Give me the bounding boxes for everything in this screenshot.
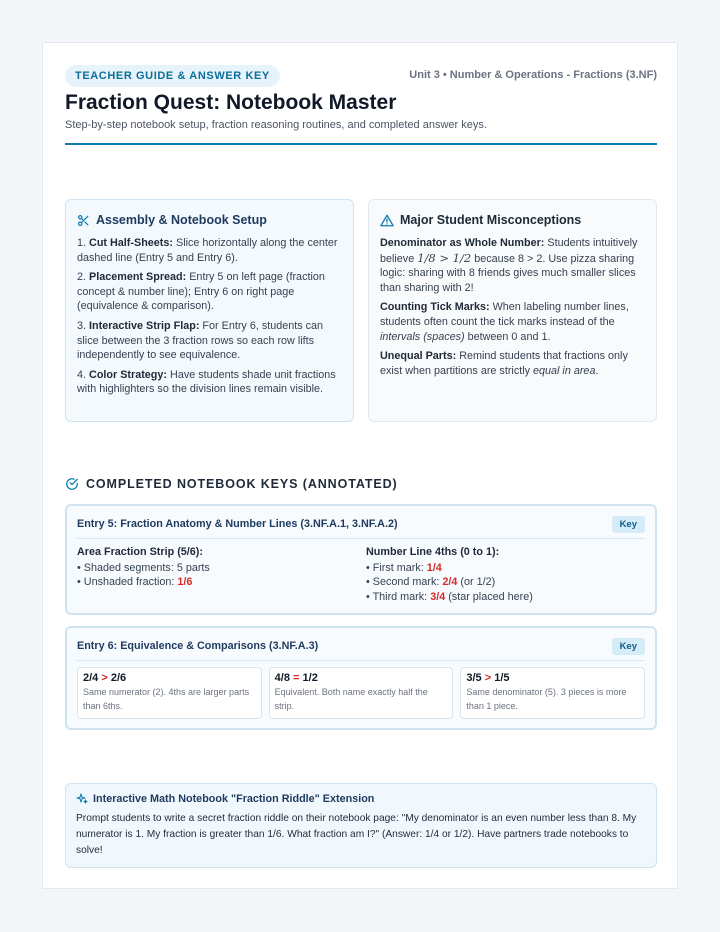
comparison-box bbox=[269, 667, 454, 719]
extension-text: Prompt students to write a secret fraction riddle on their notebook page: "My denominator is an even number less than 8. My numerator is 1. My fraction is greater than 1/6. What fraction am I?" (Answer: 1/4 or 1/2). Have partners trade notebooks to solve! bbox=[76, 813, 637, 856]
guide-badge: TEACHER GUIDE & ANSWER KEY bbox=[65, 65, 280, 87]
header-row bbox=[65, 65, 657, 87]
misconceptions-card-title: Major Student Misconceptions bbox=[400, 213, 582, 227]
setup-card-header bbox=[77, 212, 267, 228]
keys-section-header bbox=[65, 476, 398, 492]
comparison-expression: 3/5 > 1/5 bbox=[466, 672, 510, 684]
setup-card-title: Assembly & Notebook Setup bbox=[96, 213, 267, 227]
extension-callout bbox=[65, 783, 657, 868]
extension-title: Interactive Math Notebook "Fraction Riddle" Extension bbox=[93, 793, 375, 805]
entry5-divider bbox=[77, 538, 645, 539]
scissors-icon bbox=[77, 214, 90, 227]
entry6-key-card bbox=[65, 626, 657, 730]
setup-steps bbox=[77, 236, 345, 402]
setup-card bbox=[65, 199, 354, 422]
list-item: • Third mark: 3/4 (star placed here) bbox=[366, 590, 533, 603]
worksheet-page bbox=[42, 42, 678, 889]
setup-step: 4. Color Strategy: Have students shade unit fractions with highlighters so the division lines remain visible. bbox=[77, 368, 336, 396]
unit-label: Unit 3 • Number & Operations - Fractions (3.NF) bbox=[409, 69, 657, 81]
warning-icon bbox=[380, 214, 394, 227]
number-line-title: Number Line 4ths (0 to 1): bbox=[366, 546, 500, 558]
list-item: • Unshaded fraction: 1/6 bbox=[77, 576, 193, 588]
page-subtitle: Step-by-step notebook setup, fraction reasoning routines, and completed answer keys. bbox=[65, 119, 487, 131]
sparkle-icon bbox=[76, 793, 88, 805]
area-strip-title: Area Fraction Strip (5/6): bbox=[77, 546, 203, 558]
misconception-item: Unequal Parts: Remind students that fractions only exist when partitions are strictly equal in area. bbox=[380, 350, 628, 377]
list-item: • First mark: 1/4 bbox=[366, 561, 442, 574]
entry5-key-badge: Key bbox=[612, 516, 645, 533]
list-item: • Second mark: 2/4 (or 1/2) bbox=[366, 576, 496, 588]
number-line-answers bbox=[366, 545, 646, 604]
inequality-math: 1/8 > 1/2 bbox=[417, 250, 472, 265]
extension-header bbox=[76, 793, 374, 805]
comparison-expression: 2/4 > 2/6 bbox=[83, 672, 127, 684]
comparison-note: Equivalent. Both name exactly half the strip. bbox=[274, 687, 428, 711]
list-item: • Shaded segments: 5 parts bbox=[77, 561, 210, 574]
area-strip-answers bbox=[77, 545, 357, 590]
entry6-title: Entry 6: Equivalence & Comparisons (3.NF.A.3) bbox=[77, 640, 319, 652]
comparison-row bbox=[77, 667, 645, 719]
setup-step: 2. Placement Spread: Entry 5 on left page (fraction concept & number line); Entry 6 on right page (equivalence & comparison). bbox=[77, 271, 325, 313]
misconception-list bbox=[380, 236, 648, 383]
entry5-title: Entry 5: Fraction Anatomy & Number Lines (3.NF.A.1, 3.NF.A.2) bbox=[77, 518, 398, 530]
entry6-key-badge: Key bbox=[612, 638, 645, 655]
comparison-expression: 4/8 = 1/2 bbox=[274, 672, 318, 684]
keys-section-title: COMPLETED NOTEBOOK KEYS (ANNOTATED) bbox=[86, 477, 398, 491]
misconception-item: Denominator as Whole Number: Students intuitively believe 1/8 > 1/2 because 8 > 2. Use pizza sharing logic: sharing with 8 friends gives much smaller slices than sharing with 2! bbox=[380, 237, 638, 294]
page-title: Fraction Quest: Notebook Master bbox=[65, 91, 397, 114]
setup-step: 3. Interactive Strip Flap: For Entry 6, students can slice between the 3 fraction rows so each row lifts independently to see equivalence. bbox=[77, 319, 324, 362]
misconception-item: Counting Tick Marks: When labeling number lines, students often count the tick marks instead of the intervals (spaces) between 0 and 1. bbox=[380, 301, 629, 343]
comparison-box bbox=[77, 667, 262, 719]
comparison-note: Same numerator (2). 4ths are larger parts than 6ths. bbox=[83, 687, 250, 711]
comparison-note: Same denominator (5). 3 pieces is more than 1 piece. bbox=[466, 687, 627, 711]
check-circle-icon bbox=[65, 477, 79, 491]
entry6-divider bbox=[77, 660, 645, 661]
misconceptions-card-header bbox=[380, 212, 581, 228]
misconceptions-card bbox=[368, 199, 657, 422]
comparison-box bbox=[460, 667, 645, 719]
setup-step: 1. Cut Half-Sheets: Slice horizontally along the center dashed line (Entry 5 and Entry 6). bbox=[77, 237, 338, 264]
entry5-key-card bbox=[65, 504, 657, 615]
header-divider bbox=[65, 143, 657, 145]
